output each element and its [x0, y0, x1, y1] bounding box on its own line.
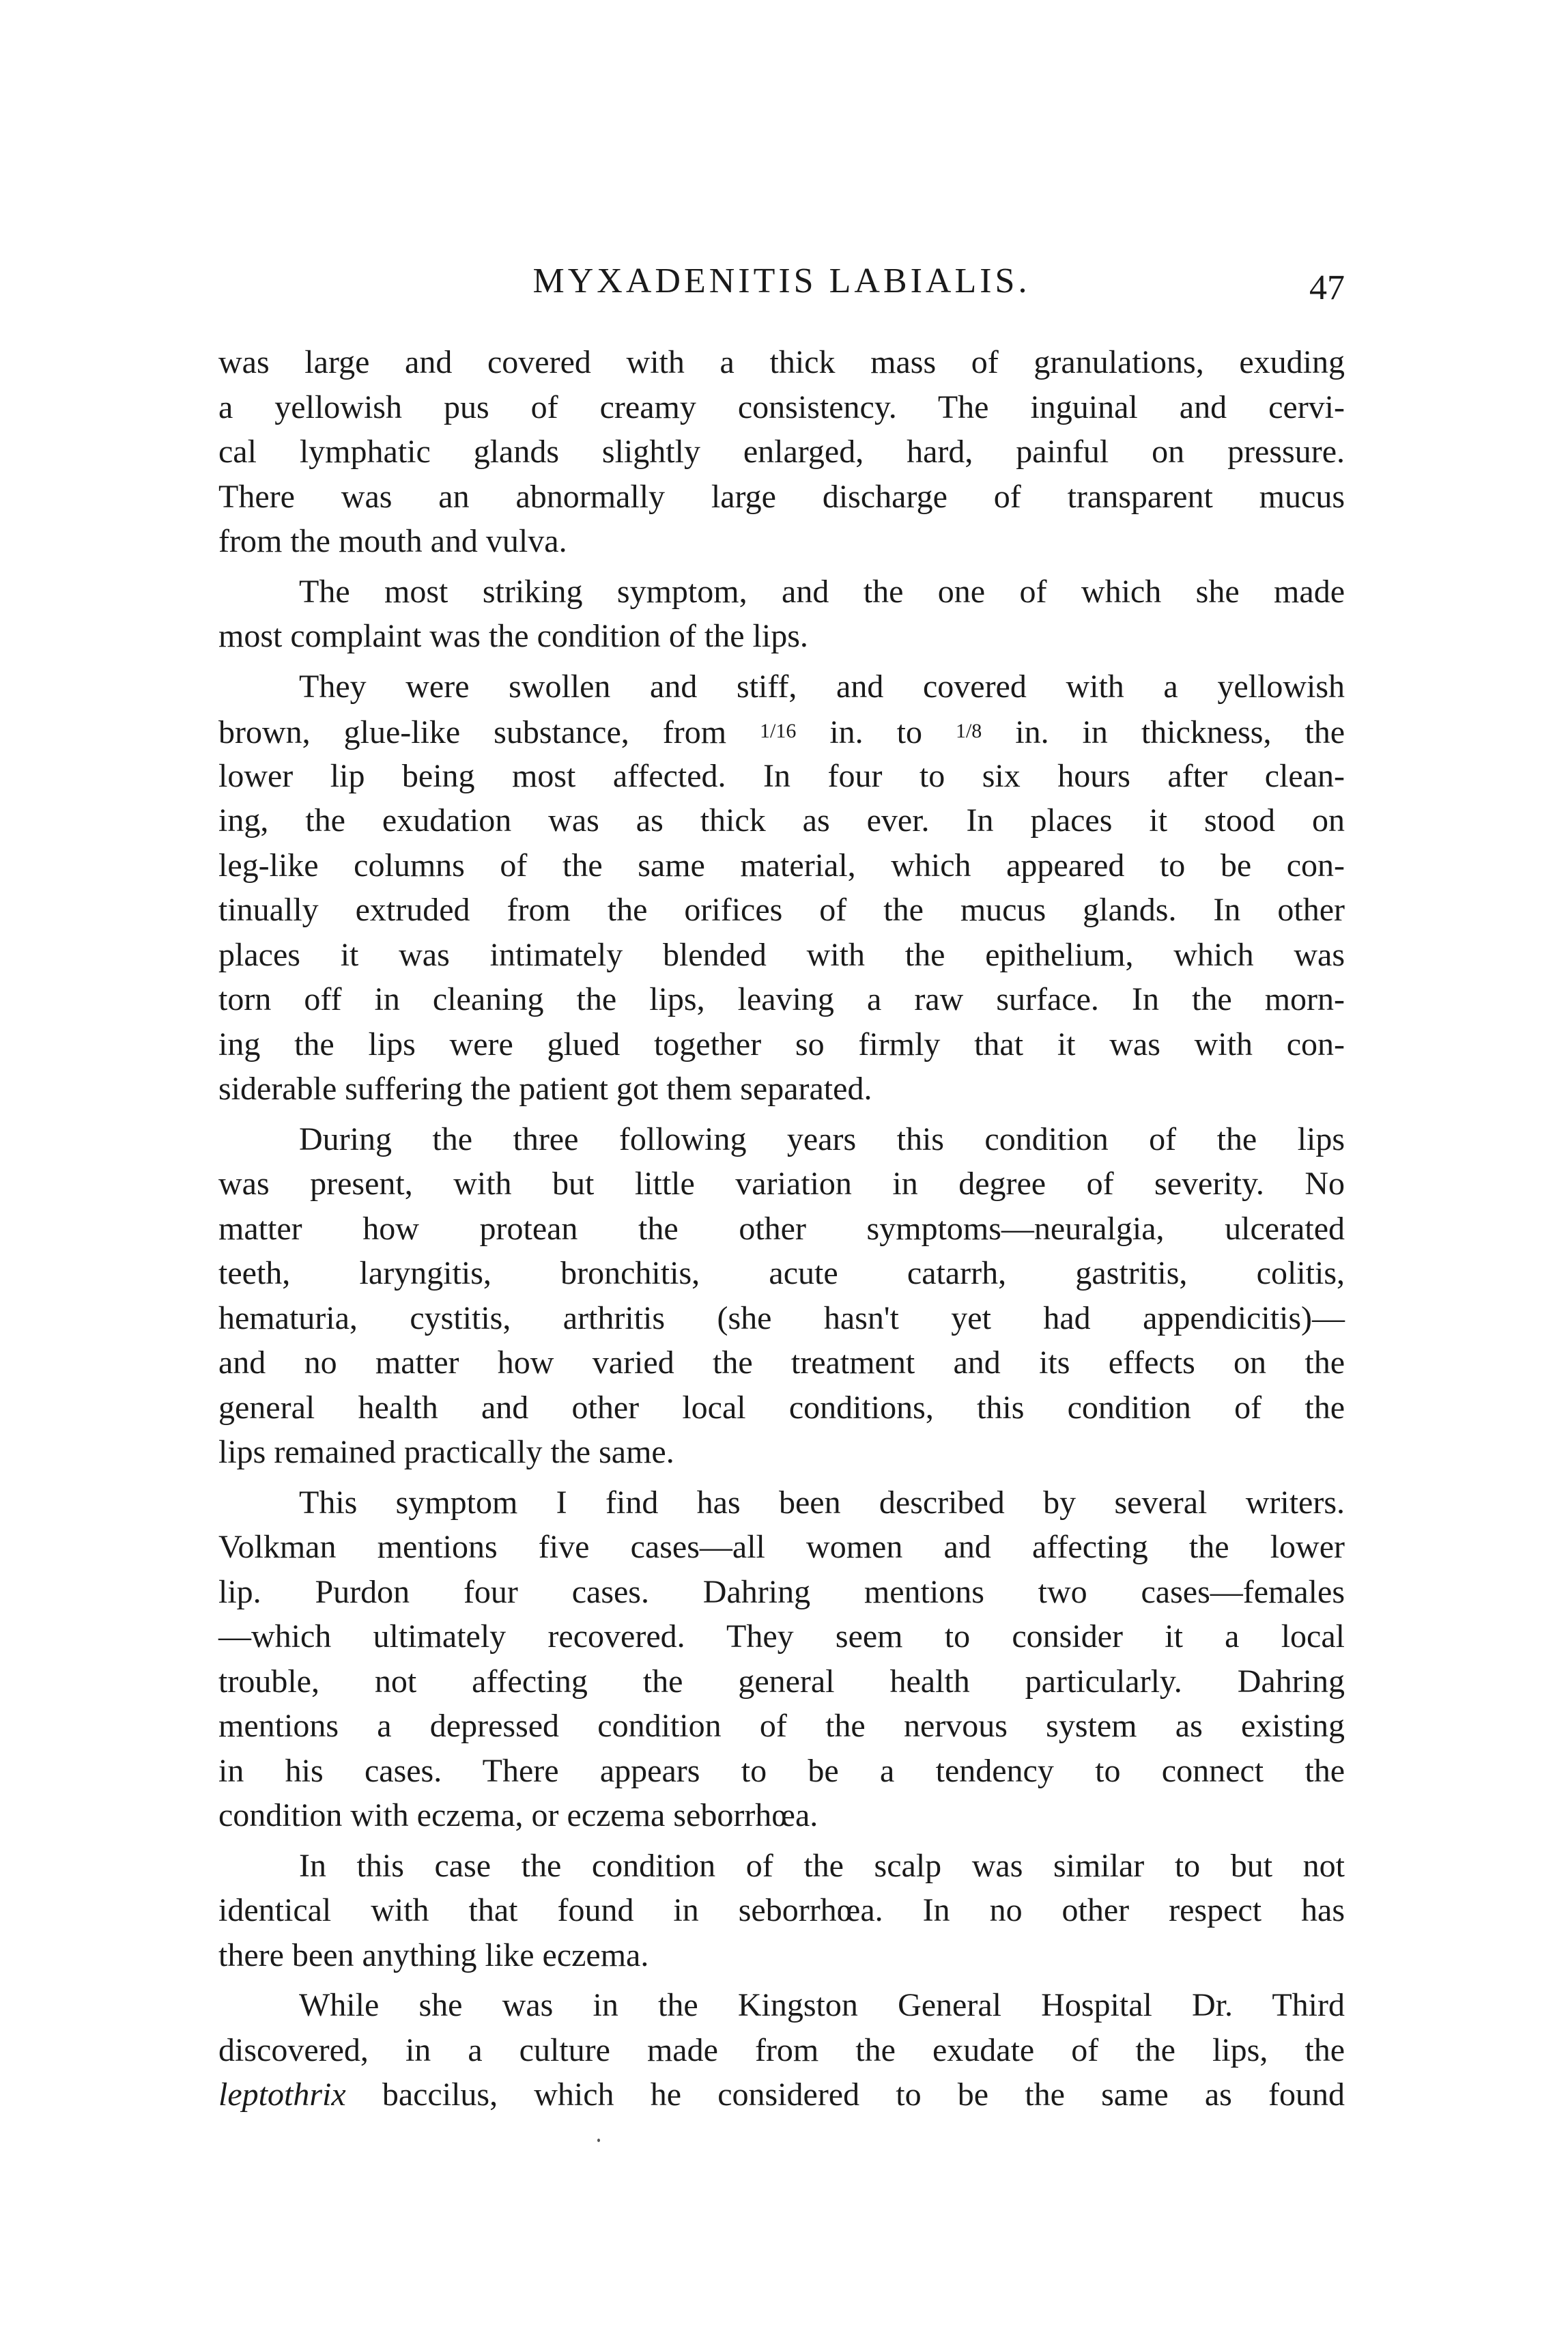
body-text	[218, 340, 1345, 2117]
text-line: In this case the condition of the scalp was similar to but not	[299, 1847, 1345, 1884]
italic-term: leptothrix	[218, 2077, 346, 2113]
text-line: leg-like columns of the same material, which appeared to be con-	[218, 847, 1345, 884]
text-line: there been anything like eczema.	[218, 1937, 649, 1973]
line-rest: baccilus, which he considered to be the same as found	[382, 2077, 1345, 2113]
text-line: hematuria, cystitis, arthritis (she hasn't yet had appendicitis)—	[218, 1299, 1345, 1336]
text-line: in his cases. There appears to be a tendency to connect the	[218, 1752, 1345, 1789]
text-line: general health and other local conditions, this condition of the	[218, 1389, 1345, 1426]
text-line: lower lip being most affected. In four to six hours after clean-	[218, 757, 1345, 794]
fraction-line-start: brown, glue-like substance, from	[218, 714, 727, 750]
italic-line	[218, 2072, 1345, 2117]
text-line: ing the lips were glued together so firmly that it was with con-	[218, 1026, 1345, 1062]
text-line: —which ultimately recovered. They seem to consider it a local	[218, 1618, 1345, 1655]
text-line: They were swollen and stiff, and covered with a yellowish	[299, 668, 1345, 705]
page-header	[218, 254, 1345, 309]
paragraph-7	[218, 1983, 1345, 2117]
text-line: trouble, not affecting the general health particularly. Dahring	[218, 1663, 1345, 1700]
text-line: and no matter how varied the treatment and its effects on the	[218, 1345, 1345, 1381]
text-line: While she was in the Kingston General Hospital Dr. Third	[299, 1987, 1345, 2023]
text-line: This symptom I find has been described by several writers.	[299, 1484, 1345, 1521]
text-line: mentions a depressed condition of the nervous system as existing	[218, 1708, 1345, 1744]
text-line: most complaint was the condition of the lips.	[218, 618, 808, 654]
text-line: lips remained practically the same.	[218, 1434, 674, 1470]
fraction-line	[218, 709, 1345, 754]
text-line: cal lymphatic glands slightly enlarged, hard, painful on pressure.	[218, 434, 1345, 470]
paragraph-4	[218, 1117, 1345, 1475]
fraction-eighth: 1/8	[955, 720, 982, 742]
text-line: matter how protean the other symptoms—neuralgia, ulcerated	[218, 1210, 1345, 1247]
text-line: The most striking symptom, and the one of which she made	[299, 573, 1345, 610]
text-line: siderable suffering the patient got them separated.	[218, 1071, 872, 1107]
text-line: tinually extruded from the orifices of the mucus glands. In other	[218, 892, 1345, 928]
paragraph-5	[218, 1480, 1345, 1838]
text-line: Volkman mentions five cases—all women and affecting the lower	[218, 1529, 1345, 1565]
text-line: lip. Purdon four cases. Dahring mentions two cases—females	[218, 1573, 1345, 1610]
fraction-line-end: in. in thickness, the	[1015, 714, 1345, 750]
text-line: was present, with but little variation in degree of severity. No	[218, 1166, 1345, 1202]
text-line: condition with eczema, or eczema seborrhœa.	[218, 1797, 818, 1833]
text-line: ing, the exudation was as thick as ever. In places it stood on	[218, 802, 1345, 839]
page-number: 47	[1309, 268, 1345, 307]
fraction-sixteenth: 1/16	[760, 720, 797, 742]
text-line: from the mouth and vulva.	[218, 523, 567, 559]
fraction-line-middle: in. to	[829, 714, 922, 750]
text-line: a yellowish pus of creamy consistency. The inguinal and cervi-	[218, 389, 1345, 425]
text-line: There was an abnormally large discharge of transparent mucus	[218, 478, 1345, 515]
text-line: torn off in cleaning the lips, leaving a raw surface. In the morn-	[218, 981, 1345, 1017]
text-line: discovered, in a culture made from the exudate of the lips, the	[218, 2031, 1345, 2068]
printer-mark	[597, 2139, 600, 2142]
text-line: identical with that found in seborrhœa. In no other respect has	[218, 1892, 1345, 1928]
paragraph-1	[218, 340, 1345, 564]
text-line: was large and covered with a thick mass of granulations, exuding	[218, 344, 1345, 380]
paragraph-6	[218, 1844, 1345, 1978]
text-line: During the three following years this condition of the lips	[299, 1121, 1345, 1157]
paragraph-3	[218, 664, 1345, 1112]
paragraph-2	[218, 569, 1345, 659]
text-line: teeth, laryngitis, bronchitis, acute catarrh, gastritis, colitis,	[218, 1255, 1345, 1291]
running-head: MYXADENITIS LABIALIS.	[532, 262, 1031, 300]
text-line: places it was intimately blended with the epithelium, which was	[218, 936, 1345, 973]
